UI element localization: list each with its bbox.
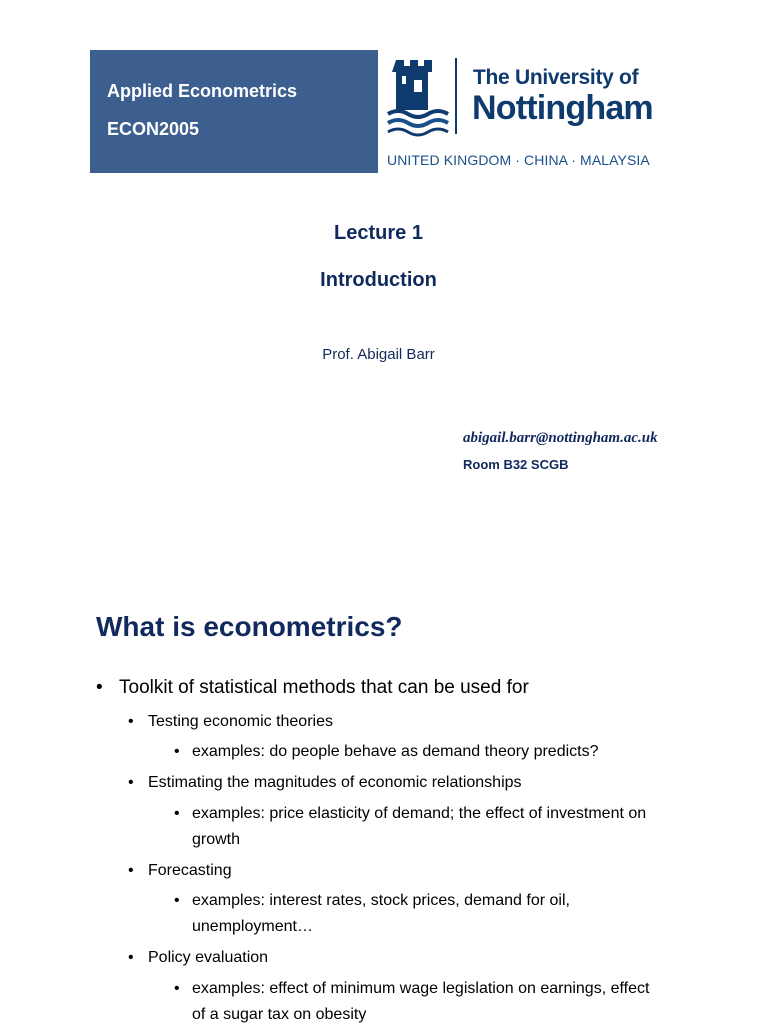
bullet-dot-icon: •: [174, 980, 180, 997]
university-logo: [384, 56, 674, 174]
bullet-dot-icon: •: [174, 892, 180, 909]
lecturer-room: Room B32 SCGB: [463, 457, 569, 472]
logo-tagline: UNITED KINGDOM · CHINA · MALAYSIA: [387, 152, 650, 168]
bullet-dot-icon: •: [174, 743, 180, 760]
bullet-dot-icon: •: [174, 805, 180, 822]
lecture-number: Lecture 1: [334, 222, 423, 244]
course-header-box: [90, 50, 378, 173]
course-code: ECON2005: [107, 119, 200, 139]
course-title: Applied Econometrics: [107, 81, 298, 101]
slide-title: What is econometrics?: [96, 611, 403, 642]
lecture-topic: Introduction: [320, 269, 437, 291]
lecturer-email: abigail.barr@nottingham.ac.uk: [463, 430, 658, 446]
bullet-dot-icon: •: [96, 677, 103, 698]
castle-crest-icon: [384, 56, 464, 140]
lecturer-name: Prof. Abigail Barr: [322, 346, 435, 363]
bullet-dot-icon: •: [128, 774, 134, 791]
bullet-dot-icon: •: [128, 862, 134, 879]
bullet-dot-icon: •: [128, 713, 134, 730]
logo-text-line2: Nottingham: [472, 89, 653, 127]
bullet-dot-icon: •: [128, 949, 134, 966]
logo-text-line1: The University of: [473, 66, 639, 89]
